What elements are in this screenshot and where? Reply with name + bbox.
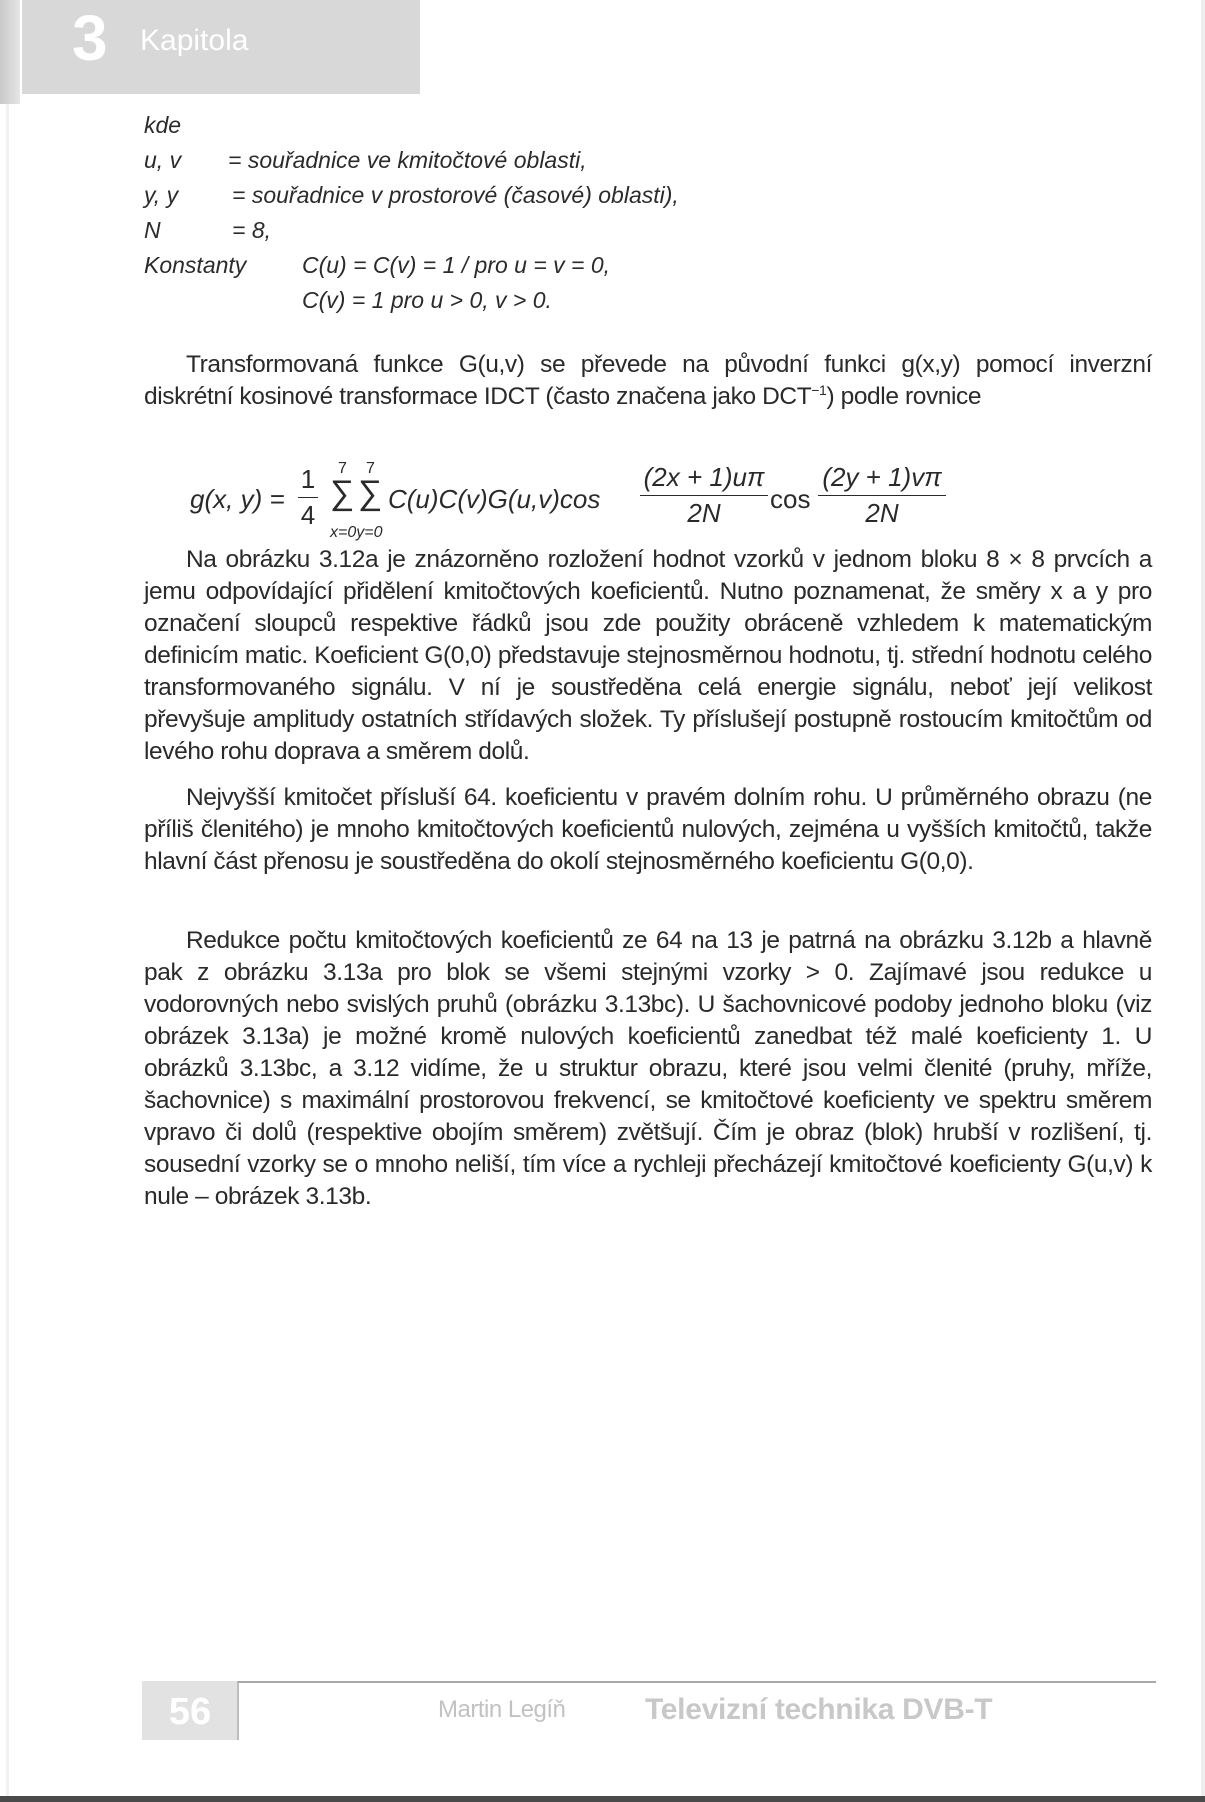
- constant-value: C(u) = C(v) = 1 / pro u = v = 0,: [302, 252, 611, 278]
- chapter-label: Kapitola: [140, 24, 249, 57]
- formula-coefficient: 1 4: [298, 464, 318, 531]
- scan-right-edge: [1201, 0, 1205, 1802]
- page-number: 56: [168, 1691, 212, 1733]
- scan-spine-shadow: [0, 0, 20, 104]
- definition-equals: = souřadnice v prostorové (časové) oblasti),: [232, 182, 679, 208]
- footer-author: Martin Legíň: [438, 1696, 566, 1723]
- chapter-number: 3: [72, 2, 108, 74]
- footer-divider: [237, 1681, 239, 1740]
- intro-text: kde: [144, 112, 182, 138]
- scan-spine-line: [6, 104, 9, 1802]
- definition-equals: = souřadnice ve kmitočtové oblasti,: [228, 147, 587, 173]
- paragraph-highest-frequency: Nejvyšší kmitočet přísluší 64. koeficientu v pravém dolním rohu. U průměrného obrazu (ne příliš členitého) je mnoho kmitočtových koeficientů nulových, zejména u vyšších kmitočtů, takže hlavní část přenosu je soustředěna do okolí stejnosměrného koeficientu G(0,0).: [144, 784, 1152, 875]
- idct-formula: [190, 460, 950, 546]
- paragraph-idct-intro: Transformovaná funkce G(u,v) se převede na původní funkci g(x,y) pomocí inverzní diskrétní kosinové transformace IDCT (často značena jako $DCT^{-1}$) podle rovnice: [144, 351, 1152, 410]
- formula-cos: cos: [770, 484, 811, 514]
- sum1-upper: 7: [338, 460, 347, 477]
- footer-rule: [238, 1681, 1156, 1683]
- chapter-header: [22, 0, 420, 94]
- definition-term: y, y: [144, 182, 179, 208]
- formula-fraction-1: (2x + 1)uπ 2N: [640, 462, 768, 529]
- definition-term: u, v: [144, 147, 182, 173]
- sum-lower: x=0y=0: [330, 524, 383, 541]
- formula-fraction-2: (2y + 1)vπ 2N: [818, 462, 946, 529]
- sum2-upper: 7: [366, 460, 375, 477]
- definition-term: N: [144, 217, 161, 243]
- sum2-sigma: ∑: [358, 474, 383, 512]
- sum1-sigma: ∑: [330, 474, 355, 512]
- paragraph-dct-block: Na obrázku 3.12a je znázorněno rozložení hodnot vzorků v jednom bloku 8 × 8 prvcích a jemu odpovídající přidělení kmitočtových koeficientů. Nutno poznamenat, že směry x a y pro označení sloupců respektive řádků jsou zde použity obráceně vzhledem k matematickým definicím matic. Koeficient G(0,0) představuje stejnosměrnou hodnotu, tj. střední hodnotu celého transformovaného signálu. V ní je soustředěna celá energie signálu, neboť její velikost převyšuje amplitudy ostatních střídavých složek. Ty příslušejí postupně rostoucím kmitočtům od levého rohu doprava a směrem dolů.: [144, 546, 1152, 765]
- paragraph-coefficient-reduction: Redukce počtu kmitočtových koeficientů ze 64 na 13 je patrná na obrázku 3.12b a hlavně pak z obrázku 3.13a pro blok se všemi stejnými vzorky > 0. Zajímavé jsou redukce u vodorovných nebo svislých pruhů (obrázku 3.13bc). U šachovnicové podoby jednoho bloku (viz obrázek 3.13a) je možné kromě nulových koeficientů zanedbat též malé koeficienty 1. U obrázků 3.13bc, a 3.12 vidíme, že u struktur obrazu, které jsou velmi členité (pruhy, mříže, šachovnice) s maximální prostorovou frekvencí, se kmitočtové koeficienty ve spektru směrem vpravo či dolů (respektive obojím směrem) zvětšují. Čím je obraz (blok) hrubší v rozlišení, tj. sousední vzorky se o mnoho neliší, tím více a rychleji přecházejí kmitočtové koeficienty G(u,v) k nule – obrázek 3.13b.: [144, 927, 1152, 1210]
- constants-label: Konstanty: [144, 252, 247, 278]
- constant-value: C(v) = 1 pro u > 0, v > 0.: [302, 287, 552, 313]
- formula-body: C(u)C(v)G(u,v)cos: [388, 484, 601, 514]
- formula-lhs: g(x, y) =: [190, 484, 285, 514]
- definition-equals: = 8,: [232, 217, 272, 243]
- page-number-box: [142, 1681, 238, 1740]
- scan-bottom-edge: [0, 1796, 1205, 1802]
- footer-book-title: Televizní technika DVB-T: [645, 1693, 993, 1726]
